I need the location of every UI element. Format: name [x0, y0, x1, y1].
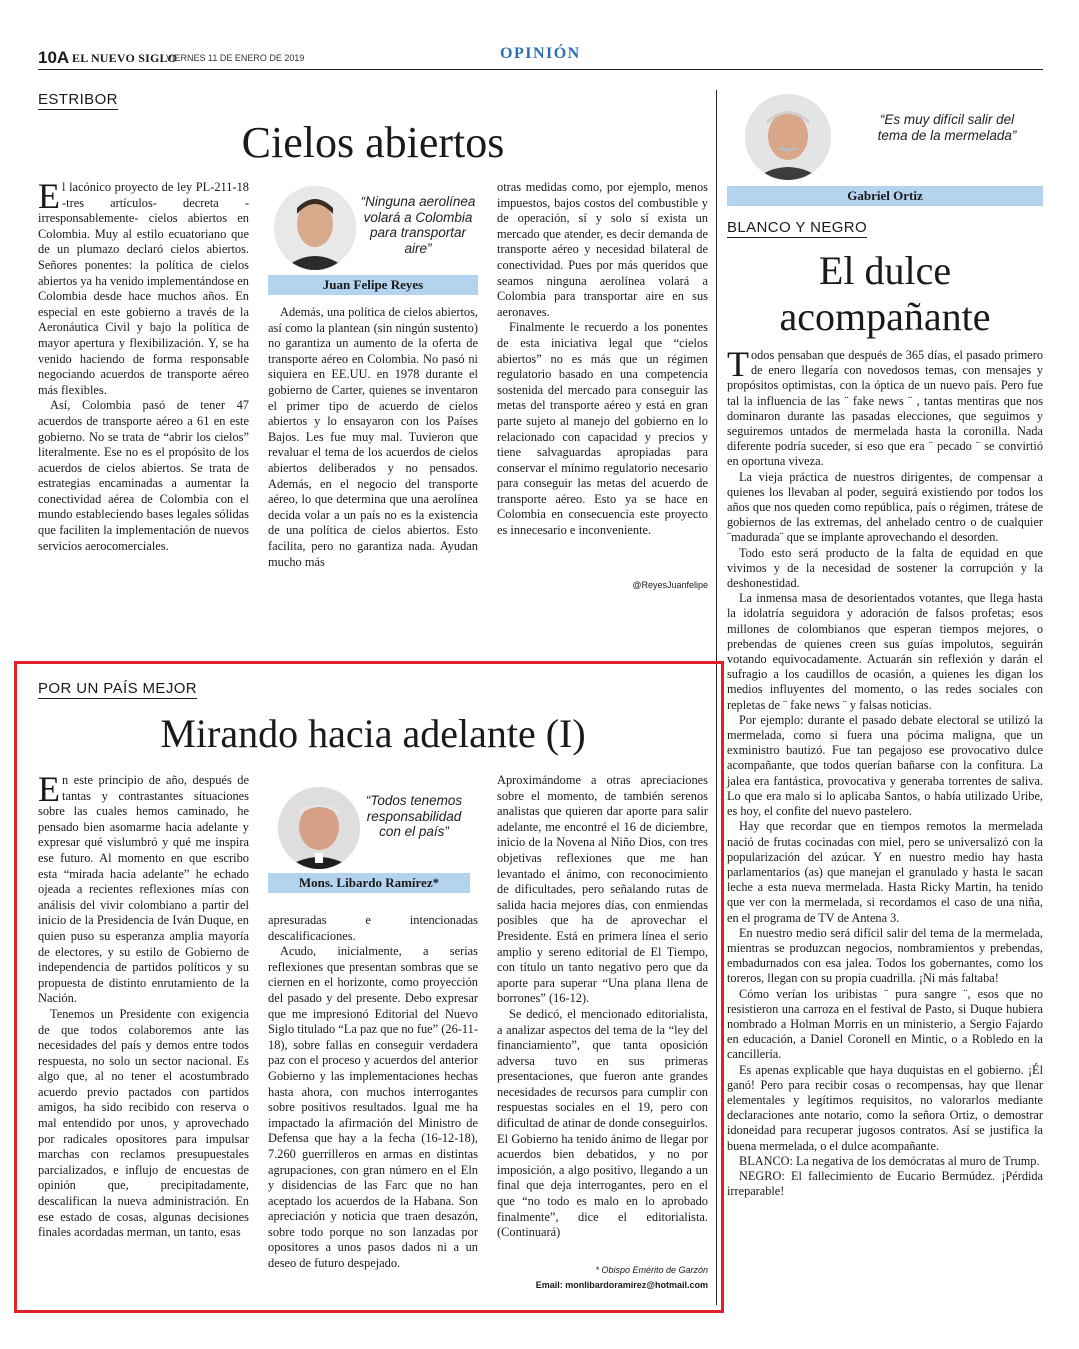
- mirando-signature-2: Email: monlibardoramirez@hotmail.com: [535, 1280, 708, 1290]
- estribor-paragraph: Además, una política de cielos abiertos, así como la plantean (sin ningún sustento) no garantiza un aumento de la oferta de transporte aéreo en Colombia. No pasó ni siquiera en EE.UU. en 1978 durante el gobierno de Carter, quienes se inventaron el primer tipo de acuerdo de cielos abiertos y lo ensayaron con los Países Bajos. Les fue muy mal. Tuvieron que revaluar el tema de los acuerdos de cielos abiertos deliberados y no pensados. Además, en el negocio del transporte aéreo, lo que determina que una aerolínea decida volar a un país no es la existencia de una política de cielos abiertos. Esto facilita, pero no garantiza nada. Ayudan mucho más: [268, 305, 478, 569]
- page-header: [38, 44, 1043, 70]
- blanco-paragraph: La vieja práctica de nuestros dirigentes, de compensar a quienes los llevaban al poder, seguirá existiendo por todos los años que nos queden como república, país o régimen, trátese de gobiernos de las extremas, del anhelado centro o de cualquier ¨madurada¨ que se implante aprovechando el desorden.: [727, 469, 1043, 545]
- author-photo: [745, 94, 831, 180]
- blanco-paragraph: Es apenas explicable que haya duquistas en el gobierno. ¡Él ganó! Pero para recibir cosas o recompensas, hay que llenar elementales y legítimos requisitos, no valorarlos mediante declaraciones ante notario, como la señora Ortiz, o demostrar idoneidad para recuperar jugosos contratos. Así se justifica la buena mermelada, o el dulce acompañante.: [727, 1062, 1043, 1153]
- estribor-quote: “Ninguna aerolínea volará a Colombia para transportar aire”: [360, 194, 476, 256]
- blanco-paragraph: Hay que recordar que en tiempos remotos la mermelada nació de frutas cocinadas con miel, pero se universalizó con la popularización del azúcar. Y en nuestro medio hay hasta parlamentarios (as) que manejan el granulado y hasta le sacan leche a esta nueva mermelada. Hasta Ricky Martin, ha tenido que ver con la mermelada, si recordamos el caso de una niña, en el programa de TV de Antena 3.: [727, 819, 1043, 925]
- issue-date: VIERNES 11 DE ENERO DE 2019: [166, 53, 305, 63]
- mirando-quote-box: [268, 783, 470, 893]
- estribor-column-2: [268, 305, 478, 570]
- estribor-author: Juan Felipe Reyes: [268, 275, 478, 295]
- blanco-title-line-2: acompañante: [779, 294, 991, 339]
- blanco-column: [727, 344, 1043, 1199]
- mirando-column-1: [38, 769, 249, 1241]
- blanco-paragraph: Por ejemplo: durante el pasado debate electoral se utilizó la mermelada, como si fuera una pócima maligna, que un exministro bautizó. Fue tan pegajoso ese provocativo dulce acompañante, que todos querían bañarse con la confitura. La jalea era fantástica, provocativa y generaba torrentes de saliva. Lo que era malo si lo aplicaba Santos, o había utilizado Uribe, es hoy, el confite del nuevo pastelero.: [727, 712, 1043, 819]
- estribor-paragraph: l lacónico proyecto de ley PL-211-18 -tres artículos- decreta -irresponsablemente- cielos abiertos en Colombia. Muy al estilo ecuatoriano que de un plumazo declaró cielos abiertos. Señores ponentes: la política de cielos abiertos ya ha venido implementándose en Colombia desde hace muchos años. En especial en este gobierno a través de la Aeronáutica Civil y bajo la política de mayor apertura y flexibilización. Y, se ha venido haciendo de forma responsable negociando acuerdos de transporte aéreo más flexibles.: [38, 180, 249, 397]
- blanco-paragraph: La inmensa masa de desorientados votantes, que llega hasta la idolatría seguidora y adoración de falsos profetas; esos millones de colombianos que esperan tiempos mejores, o prebendas de quienes creen sus guías impolutos, seguirán votando equivocadamente. Actuarán sin reflexión y darán el sufragio a los caudillos de ocasión, a quienes les digan los medios influyentes del momento, o las redes sociales con repletas de ¨ fake news ¨ y falsas noticias.: [727, 591, 1043, 712]
- blanco-dropcap: T: [727, 344, 749, 384]
- mirando-paragraph: Acudo, inicialmente, a serias reflexiones que presentan sombras que se ciernen en el horizonte, como proyección del pasado y del presente. Debo expresar que me impresionó Editorial del Nuevo Siglo titulado “La paz que no fue” (26-11-18), sobre fallas en conseguir verdadera paz con el proceso y acuerdos del anterior Gobierno y las implementaciones hechas hasta ahora, con muchos interrogantes sobre positivos resultados. Igual me ha impactado la afirmación del Ministro de Defensa que hay a la fecha (16-12-18), 7.260 guerrilleros en armas en distintas agrupaciones, con gran número en el Eln y disidencias de las Farc que no han aceptado los acuerdos de la Habana. Son apreciación y noticia que traen desazón, sobre todo porque no son lanzadas por opositores a unos pasos dados ni a un deseo de futuro despejado.: [268, 944, 478, 1271]
- estribor-quote-box: [268, 180, 478, 295]
- blanco-quote: “Es muy difícil salir del tema de la mermelada”: [877, 112, 1017, 143]
- author-photo: [278, 787, 360, 869]
- blanco-author: Gabriel Ortiz: [727, 186, 1043, 206]
- blanco-title: [727, 248, 1043, 340]
- mirando-signature-1: * Obispo Emérito de Garzón: [595, 1265, 708, 1275]
- mirando-column-2: [268, 913, 478, 1272]
- blanco-title-line-1: El dulce: [818, 248, 952, 293]
- mirando-paragraph: Aproximándome a otras apreciaciones sobre el momento, de también serenos analistas que quieren dar aporte para salir adelante, me encontré el 16 de diciembre, inicio de la Novena al Niño Dios, con tres objetivas reflexiones que me han levantado el ánimo, con reconocimiento de dificultades, pero señalando rutas de salida hacia mejores días, con enmiendas posibles que ha de aprovechar el Presidente. Está en primera línea el serio amplio y sereno editorial de El Tiempo, con título un tanto negativo pero que da aporte para superar “Una plana llena de borrones” (16-12).: [497, 773, 708, 1006]
- mirando-paragraph: Tenemos un Presidente con exigencia de que todos colaboremos ante las necesidades del país y demos entre todos respuesta, no solo un sector nacional. Es algo que, al no tener el acostumbrado acuerdo previo pactados con partidos amigos, ha sido recibido con reserva o mal entendido por unos, y aprovechado por radicales opositores para impulsar marchas con reclamos presupuestales parcializados, e influjo de encuestas de opinión que, precipitadamente, descalifican la nueva administración. En ese estado de cosas, algunas decisiones finales acordadas merman, un tanto, esas: [38, 1006, 249, 1240]
- blanco-paragraph: odos pensaban que después de 365 días, el pasado primero de enero llegaría con novedosos temas, con mensajes y propósitos optimistas, con la óptica de un nuevo país. Pero fue tal la influencia de las ¨ fake news ¨ , tantas mentiras que nos dominaron durante las pasadas elecciones, que seguimos y seguiremos untados de mermelada hasta la coronilla. Nada diferente podría suceder, si eso que era ¨ pecado ¨ se convirtió en oportuna viveza.: [727, 348, 1043, 469]
- mirando-paragraph: Se dedicó, el mencionado editorialista, a analizar aspectos del tema de la “ley del financiamiento”, que tanta oposición adversa tuvo en sus primeras presentaciones, que fueron ante grandes necesidades de recursos para cumplir con respuestas sociales en el 19, pero con dificultad de atinar de donde conseguirlos. El Gobierno ha tenido ánimo de llegar por acuerdos bien debatidos, y no por imposición, a algo positivo, llegando a un final que deja interrogantes, pero en el que “no todo es malo en lo aprobado finalmente”, dice el editorialista. (Continuará): [497, 1006, 708, 1240]
- blanco-quote-box: [727, 90, 1043, 206]
- mirando-quote: “Todos tenemos responsabilidad con el país”: [365, 793, 463, 839]
- mirando-kicker: POR UN PAÍS MEJOR: [38, 680, 198, 697]
- mirando-title: Mirando hacia adelante (I): [160, 711, 586, 756]
- mirando-column-3: [497, 773, 708, 1241]
- blanco-paragraph: Cómo verían los uribistas ¨ pura sangre ¨, esos que no resistieron una carroza en el festival de Pasto, si Duque hubiera nombrado a Holman Morris en un ministerio, a Sergio Fajardo en educación, a Daniel Coronell en Mintic, o a Robledo en la cancillería.: [727, 986, 1043, 1062]
- mirando-dropcap: E: [38, 769, 60, 809]
- author-photo: [274, 186, 356, 270]
- estribor-dropcap: E: [38, 176, 60, 216]
- mirando-author: Mons. Libardo Ramírez*: [268, 873, 470, 893]
- estribor-paragraph: otras medidas como, por ejemplo, menos impuestos, bajos costos del combustible y de operación, sí y solo sí exista un mercado que atender, es decir demanda de transporte aéreo y necesidad bilateral de conectividad. Pues por más queridos que seamos ninguna aerolínea volará a Colombia para transportar aire en sus aeronaves.: [497, 180, 708, 319]
- estribor-column-1: [38, 176, 249, 554]
- estribor-paragraph: Así, Colombia pasó de tener 47 acuerdos de transporte aéreo a 61 en este gobierno. No se trata de “abrir los cielos” literalmente. Ese no es el propósito de los acuerdos de cielos abiertos. Se trata de estrategias encaminadas a aumentar la conectividad aérea de Colombia con el mundo estableciendo bases legales sólidas que faciliten la implementación de nuevos servicios aerocomerciales.: [38, 398, 249, 553]
- mirando-paragraph: n este principio de año, después de tantas y contrastantes situaciones sobre las cuales hemos caminado, he pensado bien asomarme hacia adelante y expresar qué vislumbró y qué me inspira ese futuro. Al momento en que escribo esta “mirada hacia adelante” he echado ojeada a recientes reflexiones mías con análisis del vivir colombiano a partir del inicio de la Presidencia de Iván Duque, en quien puso su esperanza amplia mayoría de electores, y su estilo de Gobierno de independencia de partidos políticos y su propuesta de distinto enrutamiento de la Nación.: [38, 773, 249, 1006]
- estribor-column-3: [497, 180, 708, 539]
- estribor-kicker: ESTRIBOR: [38, 91, 118, 108]
- estribor-signature: @ReyesJuanfelipe: [632, 580, 708, 590]
- page-number: 10A: [38, 48, 70, 67]
- estribor-title: Cielos abiertos: [241, 118, 505, 167]
- blanco-kicker: BLANCO Y NEGRO: [727, 219, 868, 236]
- mirando-paragraph: apresuradas e intencionadas descalificaciones.: [268, 913, 478, 943]
- newspaper-name: EL NUEVO SIGLO: [72, 51, 178, 65]
- section-title: OPINIÓN: [500, 45, 581, 62]
- blanco-paragraph: En nuestro medio será difícil salir del tema de la mermelada, mientras se produzcan negocios, nombramientos y prebendas, embadurnados con esa jalea. Todos los gobernantes, como los toreros, llegan con su propia cuadrilla. ¡Ni más faltaba!: [727, 925, 1043, 986]
- blanco-paragraph: NEGRO: El fallecimiento de Eucario Bermúdez. ¡Pérdida irreparable!: [727, 1168, 1043, 1199]
- blanco-paragraph: Todo esto será producto de la falta de equidad en que vivimos y de la necesidad de sostener la corrupción y la deshonestidad.: [727, 545, 1043, 591]
- estribor-paragraph: Finalmente le recuerdo a los ponentes de esta iniciativa legal que “cielos abiertos” no es más que un régimen regulatorio basado en una competencia sostenida del mercado para conseguir las metas del transporte aéreo y está en gran parte sujeto al manejo del gobierno en lo relacionado con capacidad y precios y tiene salvaguardas apropiadas para conservar el mínimo regulatorio necesario para conseguir las metas del acuerdo de transporte aéreo. Esto ya se hace en Colombia en consecuencia este proyecto es innecesario e inconveniente.: [497, 320, 708, 538]
- blanco-paragraph: BLANCO: La negativa de los demócratas al muro de Trump.: [739, 1153, 1040, 1168]
